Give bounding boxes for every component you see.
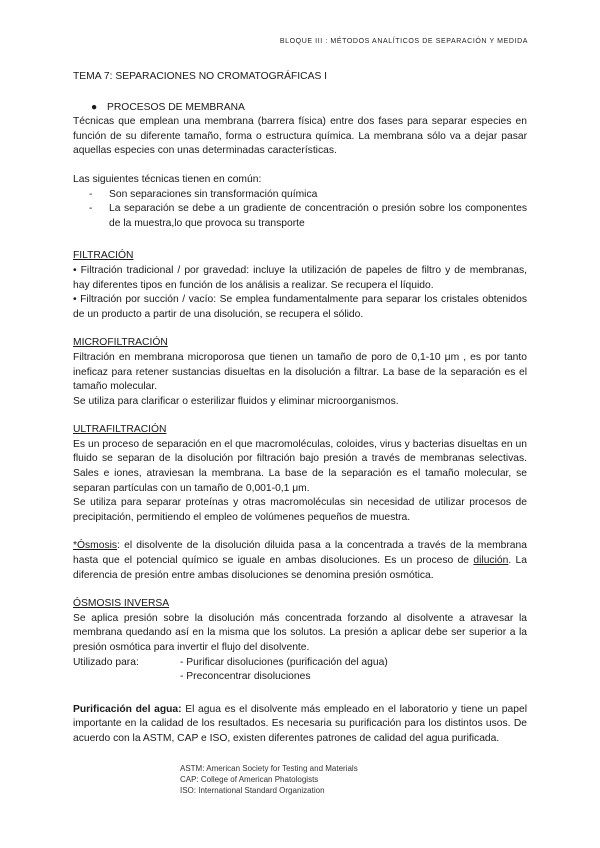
osmosis-paragraph: *Ósmosis: el disolvente de la disolución diluida pasa a la concentrada a través de la membrana hasta que el potencial químico se iguale en ambas disoluciones. Es un proceso de dilución. La diferencia de presión entre ambas disoluciones se denomina presión osmótica. — [73, 540, 527, 581]
ultrafiltracion-heading: ULTRAFILTRACIÓN — [73, 424, 167, 436]
osmosis-inversa-p1: Se aplica presión sobre la disolución más concentrada forzando al disolvente a atravesar la membrana quedando así en la misma que los solutos. La presión a aplicar debe ser superior a la presión osmótica para invertir el flujo del disolvente. — [73, 612, 527, 653]
microfiltracion-p2: Se utiliza para clarificar o esterilizar fluidos y eliminar microorganismos. — [73, 395, 399, 407]
use-item: - Purificar disoluciones (purificación del agua) — [180, 656, 388, 668]
osmosis-inversa-heading: ÓSMOSIS INVERSA — [73, 598, 170, 610]
filtracion-p2: • Filtración por succión / vacío: Se emplea fundamentalmente para separar los cristales obtenidos de un producto a partir de una disolución, se recupera el sólido. — [73, 294, 527, 320]
page-header: BLOQUE III : MÉTODOS ANALÍTICOS DE SEPARACIÓN Y MEDIDA — [279, 38, 528, 45]
uses-row — [73, 670, 527, 685]
purificacion-label: Purificación del agua: — [73, 703, 182, 715]
list-item: - La separación se debe a un gradiente de concentración o presión sobre los componentes de la muestra,lo que provoca su transporte — [89, 203, 527, 229]
use-item: - Preconcentrar disoluciones — [180, 671, 311, 683]
acronym-definitions — [180, 763, 358, 796]
ultrafiltracion-p1: Es un proceso de separación en el que macromoléculas, coloides, virus y bacterias disueltas en un fluido se separan de la disolución por filtración bajo presión a través de membranas selectivas. Sales e iones, atraviesan la membrana. La base de la separación es el tamaño molecular, se separan partículas con un tamaño de 0,001-0,1 μm. — [73, 438, 527, 494]
uses-label: Utilizado para: — [73, 656, 139, 668]
list-item: - Son separaciones sin transformación química — [89, 188, 318, 200]
bullet-dot-icon: ● — [91, 101, 98, 113]
filtracion-heading: FILTRACIÓN — [73, 250, 134, 262]
ultrafiltracion-p2: Se utiliza para separar proteínas y otras macromoléculas sin necesidad de utilizar procesos de precipitación, permitiendo el empleo de volúmenes pequeños de muestra. — [73, 497, 527, 523]
uses-row — [73, 656, 527, 671]
purificacion-paragraph: Purificación del agua: El agua es el disolvente más empleado en el laboratorio y tiene un papel importante en la calidad de los resultados. Es necesaria su purificación para los distintos usos. De acuerdo con la ASTM, CAP e ISO, existen diferentes patrones de calidad del agua purificada. — [73, 703, 528, 744]
intro-paragraph: Técnicas que emplean una membrana (barrera física) entre dos fases para separar especies en función de su diferente tamaño, forma o estructura química. La membrana sólo va a dejar pasar aquellas especies con unas determinadas características. — [73, 116, 527, 157]
common-intro: Las siguientes técnicas tienen en común: — [73, 173, 262, 185]
common-list — [73, 188, 527, 232]
dilucion-term: dilución — [473, 555, 509, 567]
filtracion-p1: • Filtración tradicional / por gravedad: incluye la utilización de papeles de filtro y de membranas, hay diferentes tipos en función de los análisis a realizar. Se recupera el líquido. — [73, 264, 527, 291]
definition-line: CAP: College of American Phatologists — [180, 775, 319, 784]
microfiltracion-heading: MICROFILTRACIÓN — [73, 337, 168, 349]
page-title: TEMA 7: SEPARACIONES NO CROMATOGRÁFICAS I — [73, 71, 328, 82]
bullet-text: PROCESOS DE MEMBRANA — [107, 101, 245, 113]
section-bullet — [73, 101, 527, 116]
definition-line: ISO: International Standard Organization — [180, 786, 325, 795]
document-body — [73, 70, 527, 747]
osmosis-term: *Ósmosis — [73, 540, 118, 552]
microfiltracion-p1: Filtración en membrana microporosa que tienen un tamaño de poro de 0,1-10 μm , es por tanto ineficaz para retener sustancias disueltas en la disolución a filtrar. La base de la separación es el tamaño molecular. — [73, 351, 527, 393]
definition-line: ASTM: American Society for Testing and Materials — [180, 764, 358, 773]
